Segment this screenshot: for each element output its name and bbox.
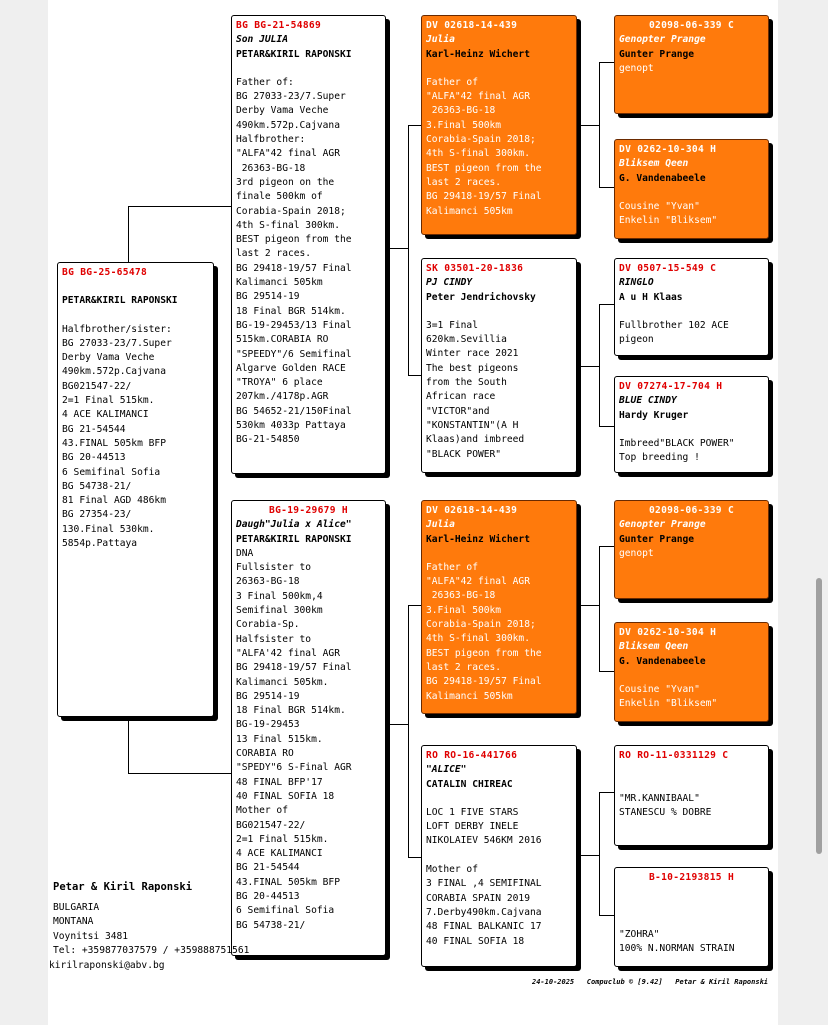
note-line: BG 27033-23/7.Super	[236, 91, 346, 103]
connector-line	[599, 426, 614, 427]
note-line: BG 21-54544	[62, 423, 126, 435]
note-line: DNA	[236, 547, 254, 559]
note-line: pigeon	[619, 334, 654, 346]
connector-line	[599, 187, 614, 188]
note-line: STANESCU % DOBRE	[619, 807, 712, 819]
ring-number: DV 02618-14-439	[426, 20, 518, 31]
breeder-owner: Karl-Heinz Wichert	[426, 48, 530, 60]
note-line: BG 54738-21/	[62, 480, 132, 492]
pigeon-name: Genopter Prange	[619, 519, 706, 531]
great-grandparent-card-6[interactable]	[614, 622, 769, 722]
breeder-name: Petar & Kiril Raponski	[53, 881, 193, 893]
note-line: Father of:	[236, 76, 294, 88]
note-line: 3 Final 500km,4	[236, 590, 323, 602]
note-line: 48 FINAL BFP'17	[236, 776, 323, 788]
pigeon-name: PJ CINDY	[426, 277, 473, 289]
breeder-owner: A u H Klaas	[619, 291, 683, 303]
connector-line	[599, 304, 614, 305]
note-line: BG021547-22/	[236, 819, 306, 831]
note-line: 2=1 Final 515km.	[62, 395, 155, 407]
note-line: BG 20-44513	[62, 452, 126, 464]
note-line: 6 Semifinal Sofia	[62, 466, 161, 478]
connector-line	[408, 605, 409, 858]
breeder-phone: Tel: +359877037579 / +359888751561	[53, 945, 250, 956]
note-line: 40 FINAL SOFIA 18	[236, 790, 335, 802]
note-line: BEST pigeon from the	[236, 234, 352, 246]
note-line: BG021547-22/	[62, 380, 132, 392]
breeder-owner: Peter Jendrichovsky	[426, 291, 536, 303]
note-line	[619, 305, 764, 319]
breeder-town: Voynitsi 3481	[53, 930, 129, 942]
note-line: African race	[426, 391, 496, 403]
note-line: Halfbrother:	[236, 134, 306, 146]
note-line: BG 29514-19	[236, 291, 300, 303]
granddam-maternal-card[interactable]	[421, 745, 577, 967]
note-line: Father of	[426, 561, 478, 573]
note-line: Klaas)and imbreed	[426, 434, 525, 446]
note-line: Kalimanci 505km.	[236, 676, 329, 688]
breeder-contact	[49, 880, 249, 973]
spacer	[426, 547, 572, 561]
ring-number: DV 0507-15-549 C	[619, 263, 717, 274]
ring-number: BG BG-25-65478	[62, 267, 148, 278]
pigeon-name: "ALICE"	[426, 764, 467, 776]
breeder-owner: Gunter Prange	[619, 533, 695, 545]
note-line: Fullbrother 102 ACE	[619, 320, 729, 332]
ring-number: DV 02618-14-439	[426, 505, 518, 516]
connector-line	[408, 125, 421, 126]
note-line	[619, 885, 764, 899]
connector-line	[599, 546, 600, 672]
note-line: genopt	[619, 547, 654, 559]
note-line	[619, 900, 764, 914]
note-line: BEST pigeon from the	[426, 162, 542, 174]
pigeon-name: Bliksem Qeen	[619, 641, 689, 653]
note-line: 2=1 Final 515km.	[236, 833, 329, 845]
connector-line	[599, 671, 614, 672]
grandsire-paternal-card[interactable]	[421, 15, 577, 235]
note-line	[426, 849, 572, 863]
breeder-region: MONTANA	[53, 916, 94, 927]
note-line: BG-19-29453/13 Final	[236, 319, 352, 331]
connector-line	[599, 62, 600, 188]
note-line: 4th S-final 300km.	[426, 148, 530, 160]
note-line: 13 Final 515km.	[236, 733, 323, 745]
note-line: Corabia-Spain 2018;	[426, 619, 536, 631]
great-grandparent-card-5[interactable]	[614, 500, 769, 599]
vertical-scrollbar[interactable]	[816, 578, 822, 854]
note-line: Halfbrother/sister:	[62, 323, 172, 335]
note-line	[619, 186, 764, 200]
great-grandparent-card-1[interactable]	[614, 15, 769, 114]
connector-line	[408, 125, 409, 376]
pigeon-name: Julia	[426, 519, 455, 531]
note-line: Halfsister to	[236, 633, 312, 645]
note-line: 4 ACE KALIMANCI	[62, 409, 149, 421]
note-line: "BLACK POWER"	[426, 448, 502, 460]
note-line: BG 54652-21/150Final	[236, 405, 352, 417]
note-line: "ALFA'42 final AGR	[236, 647, 340, 659]
note-line: 40 FINAL SOFIA 18	[426, 935, 525, 947]
dam-card[interactable]	[231, 500, 386, 956]
connector-line	[128, 716, 129, 774]
note-line: 7.Derby490km.Cajvana	[426, 906, 542, 918]
connector-line	[577, 125, 599, 126]
grandsire-maternal-card[interactable]	[421, 500, 577, 714]
note-line: 48 FINAL BALKANIC 17	[426, 921, 542, 933]
note-line: Cousine "Yvan"	[619, 684, 700, 696]
note-line: Corabia-Spain 2018;	[236, 205, 346, 217]
connector-line	[386, 724, 408, 725]
note-line: Corabia-Sp.	[236, 619, 300, 631]
ring-number: DV 07274-17-704 H	[619, 381, 723, 392]
note-line: 18 Final BGR 514km.	[236, 705, 346, 717]
great-grandparent-card-4[interactable]	[614, 376, 769, 473]
ring-number: B-10-2193815 H	[648, 872, 735, 883]
note-line: finale 500km of	[236, 191, 323, 203]
pedigree-page	[48, 0, 778, 1025]
note-line: "KONSTANTIN"(A H	[426, 419, 519, 431]
note-line: BG 27354-23/	[62, 509, 132, 521]
note-line: BEST pigeon from the	[426, 647, 542, 659]
note-line: 3rd pigeon on the	[236, 176, 335, 188]
pigeon-name: Daugh"Julia x Alice"	[236, 519, 352, 531]
note-line: BG 29418-19/57 Final	[426, 676, 542, 688]
connector-line	[599, 62, 614, 63]
connector-line	[599, 792, 600, 916]
note-line: Corabia-Spain 2018;	[426, 134, 536, 146]
note-line: 4th S-final 300km.	[236, 219, 340, 231]
ring-number: 02098-06-339 C	[648, 505, 735, 516]
note-line: Derby Vama Veche	[236, 105, 329, 117]
print-footer: 24-10-2025 Compuclub © [9.42] Petar & Kiril Raponski	[532, 978, 769, 986]
connector-line	[408, 605, 421, 606]
note-line: last 2 races.	[426, 176, 502, 188]
ring-number: DV 0262-10-304 H	[619, 627, 717, 638]
note-line: 3.Final 500km	[426, 119, 502, 131]
note-line: 43.FINAL 505km BFP	[236, 876, 340, 888]
breeder-owner: PETAR&KIRIL RAPONSKI	[236, 48, 352, 60]
note-line: 4 ACE KALIMANCI	[236, 848, 323, 860]
note-line: 4th S-final 300km.	[426, 633, 530, 645]
note-line	[619, 778, 764, 792]
note-line: Winter race 2021	[426, 348, 519, 360]
pigeon-name: Bliksem Qeen	[619, 158, 689, 170]
note-line: BG-21-54850	[236, 434, 300, 446]
connector-line	[128, 206, 129, 262]
spacer	[426, 305, 572, 319]
breeder-country: BULGARIA	[53, 901, 100, 913]
granddam-paternal-card[interactable]	[421, 258, 577, 473]
note-line: "ZOHRA"	[619, 929, 660, 941]
note-line: BG 29418-19/57 Final	[236, 662, 352, 674]
note-line: Semifinal 300km	[236, 605, 323, 617]
great-grandparent-card-8[interactable]	[614, 867, 769, 967]
connector-line	[599, 304, 600, 427]
note-line: BG 21-54544	[236, 862, 300, 874]
note-line: 26363-BG-18	[426, 590, 496, 602]
note-line: 81 Final AGD 486km	[62, 495, 166, 507]
note-line: "ALFA"42 final AGR	[426, 91, 530, 103]
great-grandparent-card-7[interactable]	[614, 745, 769, 846]
note-line: "SPEEDY"/6 Semifinal	[236, 348, 352, 360]
note-line: "MR.KANNIBAAL"	[619, 792, 700, 804]
breeder-owner: PETAR&KIRIL RAPONSKI	[236, 533, 352, 545]
breeder-owner: Gunter Prange	[619, 48, 695, 60]
note-line: Cousine "Yvan"	[619, 201, 700, 213]
note-line: 620km.Sevillia	[426, 334, 507, 346]
connector-line	[577, 366, 599, 367]
note-line: 43.FINAL 505km BFP	[62, 437, 166, 449]
note-line: Mother of	[426, 864, 478, 876]
note-line: BG 29418-19/57 Final	[236, 262, 352, 274]
note-line: 3 FINAL ,4 SEMIFINAL	[426, 878, 542, 890]
pigeon-name: RINGLO	[619, 277, 654, 289]
note-line: BG-19-29453	[236, 719, 300, 731]
connector-line	[128, 206, 231, 207]
note-line: 490km.572p.Cajvana	[62, 366, 166, 378]
connector-line	[577, 855, 599, 856]
note-line: from the South	[426, 377, 507, 389]
connector-line	[599, 546, 614, 547]
spacer	[426, 62, 572, 76]
great-grandparent-card-2[interactable]	[614, 139, 769, 239]
spacer	[62, 280, 209, 294]
note-line: 515km.CORABIA RO	[236, 334, 329, 346]
breeder-owner: Karl-Heinz Wichert	[426, 533, 530, 545]
note-line: Father of	[426, 76, 478, 88]
note-line: "ALFA"42 final AGR	[236, 148, 340, 160]
note-line: Algarve Golden RACE	[236, 362, 346, 374]
breeder-owner: Hardy Kruger	[619, 409, 689, 421]
note-line: 18 Final BGR 514km.	[236, 305, 346, 317]
breeder-owner: CATALIN CHIREAC	[426, 778, 513, 790]
ring-number: 02098-06-339 C	[648, 20, 735, 31]
note-line: "TROYA" 6 place	[236, 377, 323, 389]
spacer	[62, 309, 209, 323]
note-line: 5854p.Pattaya	[62, 538, 138, 550]
ring-number: BG-19-29679 H	[269, 505, 348, 516]
note-line: BG 54738-21/	[236, 919, 306, 931]
connector-line	[408, 375, 421, 376]
ring-number: RO RO-16-441766	[426, 750, 518, 761]
note-line: "VICTOR"and	[426, 405, 490, 417]
note-line: Enkelin "Bliksem"	[619, 698, 718, 710]
note-line: "SPEDY"6 S-Final AGR	[236, 762, 352, 774]
note-line: CORABIA RO	[236, 748, 294, 760]
sire-card[interactable]	[231, 15, 386, 474]
note-line: Enkelin "Bliksem"	[619, 215, 718, 227]
pigeon-name: Son JULIA	[236, 34, 288, 46]
note-line: CORABIA SPAIN 2019	[426, 892, 530, 904]
connector-line	[599, 792, 614, 793]
subject-pigeon-card[interactable]	[57, 262, 214, 717]
spacer	[236, 62, 381, 76]
note-line: The best pigeons	[426, 362, 519, 374]
pigeon-name: Genopter Prange	[619, 34, 706, 46]
note-line: LOFT DERBY INELE	[426, 821, 519, 833]
note-line: 26363-BG-18	[426, 105, 496, 117]
note-line: Top breeding !	[619, 452, 700, 464]
connector-line	[599, 915, 614, 916]
note-line: BG 29418-19/57 Final	[426, 191, 542, 203]
note-line: 3.Final 500km	[426, 604, 502, 616]
note-line: Kalimanci 505km	[426, 205, 513, 217]
note-line: 207km./4178p.AGR	[236, 391, 329, 403]
ring-number: RO RO-11-0331129 C	[619, 750, 729, 761]
note-line	[619, 914, 764, 928]
note-line: 6 Semifinal Sofia	[236, 905, 335, 917]
note-line: NIKOLAIEV 546KM 2016	[426, 835, 542, 847]
note-line: 100% N.NORMAN STRAIN	[619, 943, 735, 955]
spacer	[426, 792, 572, 806]
connector-line	[577, 605, 599, 606]
connector-line	[386, 248, 408, 249]
note-line: 530km 4033p Pattaya	[236, 420, 346, 432]
note-line: 26363-BG-18	[236, 162, 306, 174]
note-line: Fullsister to	[236, 562, 312, 574]
note-line: last 2 races.	[426, 661, 502, 673]
note-line: BG 27033-23/7.Super	[62, 337, 172, 349]
note-line: 490km.572p.Cajvana	[236, 119, 340, 131]
connector-line	[128, 773, 231, 774]
note-line: Kalimanci 505km	[426, 690, 513, 702]
breeder-owner: G. Vandenabeele	[619, 655, 706, 667]
breeder-owner: PETAR&KIRIL RAPONSKI	[62, 295, 178, 307]
note-line	[619, 423, 764, 437]
note-line: Derby Vama Veche	[62, 352, 155, 364]
note-line: Mother of	[236, 805, 288, 817]
breeder-email[interactable]: kirilraponski@abv.bg	[49, 959, 165, 971]
ring-number: DV 0262-10-304 H	[619, 144, 717, 155]
note-line: Kalimanci 505km	[236, 277, 323, 289]
note-line	[619, 669, 764, 683]
note-line: BG 20-44513	[236, 891, 300, 903]
ring-number: BG BG-21-54869	[236, 20, 322, 31]
connector-line	[408, 857, 421, 858]
pigeon-name: BLUE CINDY	[619, 395, 677, 407]
note-line: 130.Final 530km.	[62, 523, 155, 535]
note-line: last 2 races.	[236, 248, 312, 260]
pigeon-name: Julia	[426, 34, 455, 46]
great-grandparent-card-3[interactable]	[614, 258, 769, 356]
breeder-owner: G. Vandenabeele	[619, 172, 706, 184]
note-line: "ALFA"42 final AGR	[426, 576, 530, 588]
note-line: 3=1 Final	[426, 319, 478, 331]
note-line: genopt	[619, 62, 654, 74]
note-line: LOC 1 FIVE STARS	[426, 806, 519, 818]
note-line: 26363-BG-18	[236, 576, 300, 588]
note-line: BG 29514-19	[236, 690, 300, 702]
ring-number: SK 03501-20-1836	[426, 263, 524, 274]
note-line	[619, 763, 764, 777]
note-line: Imbreed"BLACK POWER"	[619, 438, 735, 450]
